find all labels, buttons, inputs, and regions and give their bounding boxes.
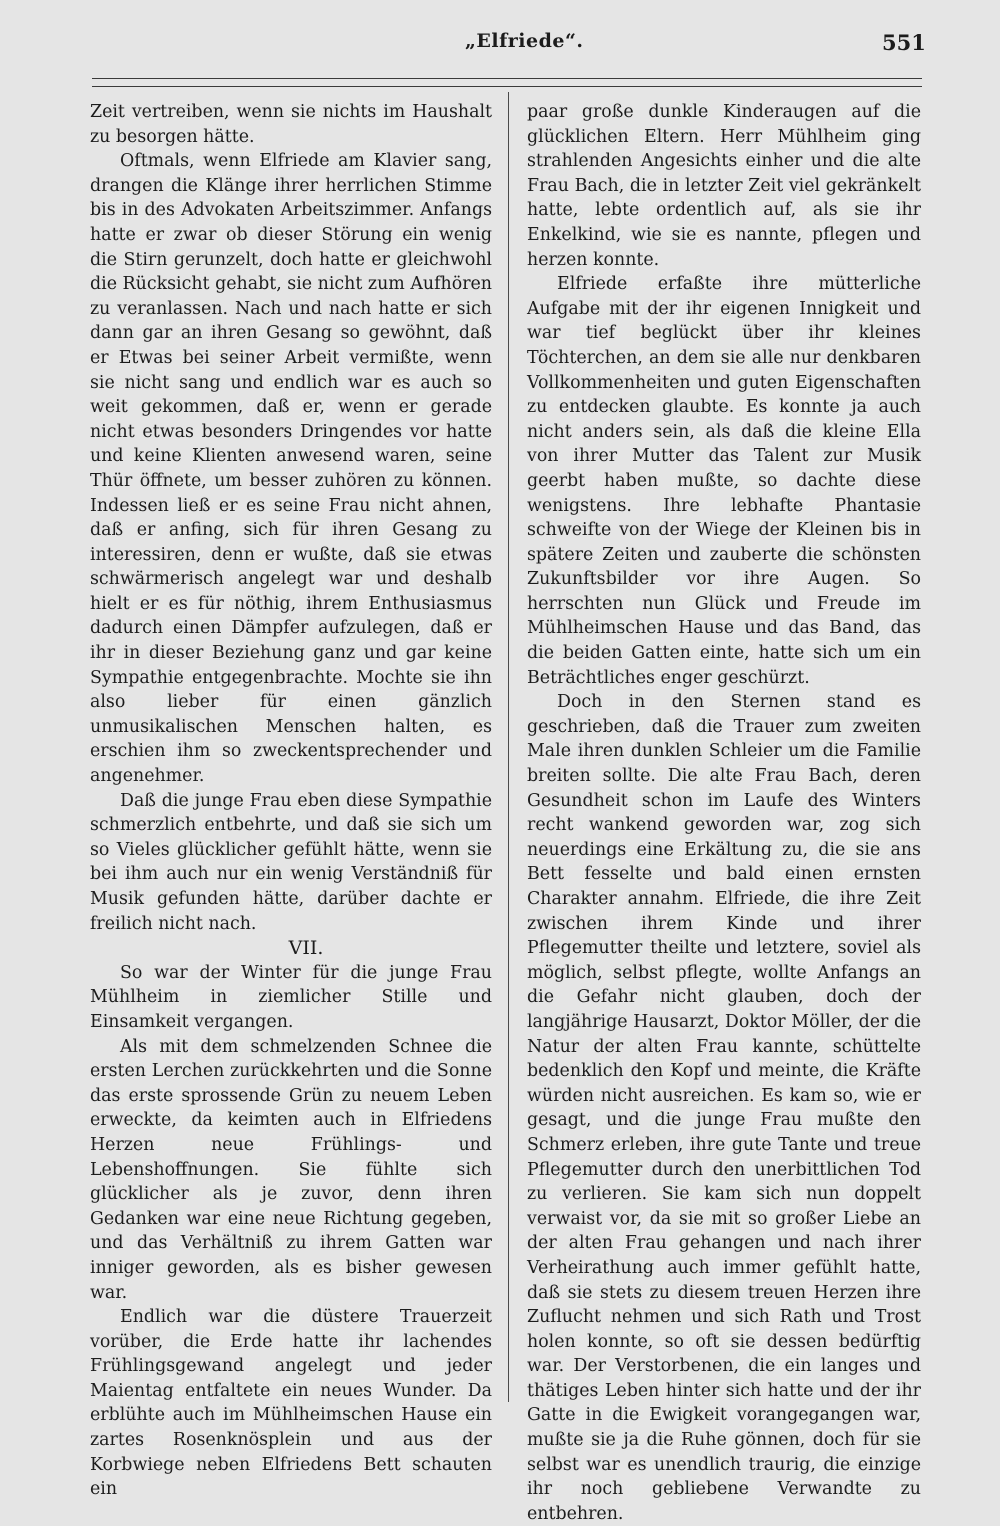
section-heading: VII. — [288, 937, 324, 960]
page-number: 551 — [882, 30, 926, 55]
left-column — [90, 100, 492, 1502]
paragraph: Doch in den Sternen stand es geschrieben, daß die Trauer zum zweiten Male ihren dunklen Schleier um die Familie breiten sollte. Die alte Frau Bach, deren Gesundheit schon im Laufe des Winters recht wankend geworden war, zog sich neuerdings eine Erkältung zu, die sie ans Bett fesselte und bald einen ernsten Charakter annahm. Elfriede, die ihre Zeit zwischen ihrem Kinde und ihrer Pflegemutter theilte und letztere, soviel als möglich, selbst pflegte, wollte Anfangs an die Gefahr nicht glauben, doch der langjährige Hausarzt, Doktor Möller, der die Natur der alten Frau kannte, schüttelte bedenklich den Kopf und meinte, die Kräfte würden nicht ausreichen. Es kam so, wie er gesagt, und die junge Frau mußte den Schmerz erleben, ihre gute Tante und treue Pflegemutter durch den unerbittlichen Tod zu verlieren. Sie kam sich nun doppelt verwaist vor, da sie mit so großer Liebe an der alten Frau gehangen und nach ihrer Verheirathung auch immer gefühlt hatte, daß sie stets zu diesem treuen Herzen ihre Zuflucht nehmen und sich Rath und Trost holen konnte, so oft sie dessen bedürftig war. Der Verstorbenen, die ein langes und thätiges Leben hinter sich hatte und der ihr Gatte in die Ewigkeit vorangegangen war, mußte sie ja die Ruhe gönnen, doch für sie selbst war es unendlich traurig, die einzige ihr noch gebliebene Verwandte zu entbehren. — [527, 692, 921, 1524]
column-divider — [508, 92, 509, 1402]
header-rule-second — [92, 86, 922, 87]
paragraph: Zeit vertreiben, wenn sie nichts im Haushalt zu besorgen hätte. — [90, 102, 492, 147]
header-rule — [92, 78, 922, 79]
running-title: „Elfriede“. — [465, 30, 584, 52]
paragraph: Oftmals, wenn Elfriede am Klavier sang, drangen die Klänge ihrer herrlichen Stimme bis in des Advokaten Arbeitszimmer. Anfangs hatte er zwar ob dieser Störung ein wenig die Stirn gerunzelt, doch hatte er gleichwohl die Rücksicht gehabt, sie nicht zum Aufhören zu veranlassen. Nach und nach hatte er sich dann gar an ihren Gesang so gewöhnt, daß er Etwas bei seiner Arbeit vermißte, wenn sie nicht sang und endlich war es auch so weit gekommen, daß er, wenn er gerade nicht etwas besonders Dringendes vor hatte und keine Klienten anwesend waren, seine Thür öffnete, um besser zuhören zu können. Indessen ließ er es seine Frau nicht ahnen, daß er anfing, sich für ihren Gesang zu interessiren, denn er wußte, daß sie etwas schwärmerisch angelegt war und deshalb hielt er es für nöthig, ihrem Enthusiasmus dadurch einen Dämpfer aufzulegen, daß er ihr in dieser Beziehung ganz und gar keine Sympathie entgegenbrachte. Mochte sie ihn also lieber für einen gänzlich unmusikalischen Menschen halten, es erschien ihm so zweckentsprechender und angenehmer. — [90, 151, 492, 787]
paragraph: Endlich war die düstere Trauerzeit vorüber, die Erde hatte ihr lachendes Frühlingsgewand angelegt und jeder Maientag entfaltete ein neues Wunder. Da erblühte auch im Mühlheimschen Hause ein zartes Rosenknösplein und aus der Korbwiege neben Elfriedens Bett schauten ein — [90, 1307, 492, 1500]
right-column — [527, 100, 921, 1526]
paragraph: So war der Winter für die junge Frau Mühlheim in ziemlicher Stille und Einsamkeit vergangen. — [90, 962, 492, 1032]
paragraph: Daß die junge Frau eben diese Sympathie schmerzlich entbehrte, und daß sie sich um so Vieles glücklicher gefühlt hätte, wenn sie bei ihm auch nur ein wenig Verständniß für Musik gefunden hätte, darüber dachte er freilich nicht nach. — [90, 790, 492, 934]
paragraph: paar große dunkle Kinderaugen auf die glücklichen Eltern. Herr Mühlheim ging strahlenden Angesichts einher und die alte Frau Bach, die in letzter Zeit viel gekränkelt hatte, lebte ordentlich auf, als sie ihr Enkelkind, wie sie es nannte, pflegen und herzen konnte. — [527, 102, 921, 270]
paragraph: Als mit dem schmelzenden Schnee die ersten Lerchen zurückkehrten und die Sonne das erste sprossende Grün zu neuem Leben erweckte, da keimten auch in Elfriedens Herzen neue Frühlings- und Lebenshoffnungen. Sie fühlte sich glücklicher als je zuvor, denn ihren Gedanken war eine neue Richtung gegeben, und das Verhältniß zu ihrem Gatten war inniger geworden, als es bisher gewesen war. — [90, 1036, 492, 1303]
paragraph: Elfriede erfaßte ihre mütterliche Aufgabe mit der ihr eigenen Innigkeit und war tief beglückt über ihr kleines Töchterchen, an dem sie alle nur denkbaren Vollkommenheiten und guten Eigenschaften zu entdecken glaubte. Es konnte ja auch nicht anders sein, als daß die kleine Ella von ihrer Mutter das Talent zur Musik geerbt haben mußte, so dachte diese wenigstens. Ihre lebhafte Phantasie schweifte von der Wiege der Kleinen bis in spätere Zeiten und zauberte die schönsten Zukunftsbilder vor ihre Augen. So herrschten nun Glück und Freude im Mühlheimschen Hause und das Band, das die beiden Gatten einte, hatte sich um ein Beträchtliches enger geschürzt. — [527, 274, 921, 688]
